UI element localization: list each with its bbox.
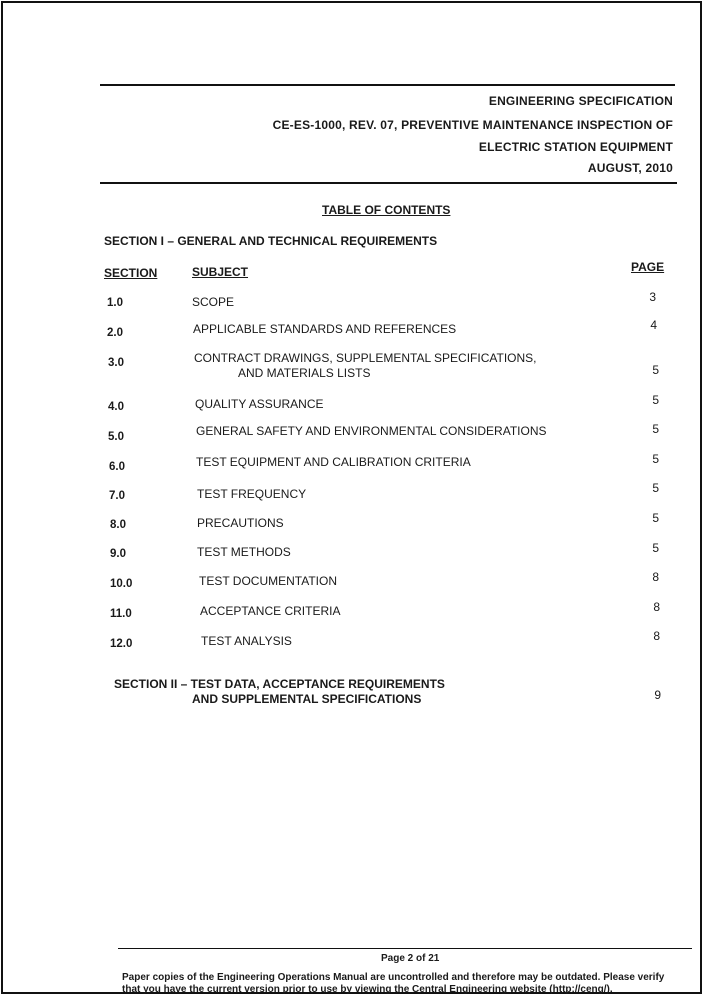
toc-entry-subject: QUALITY ASSURANCE xyxy=(195,397,324,411)
toc-entry-subject: PRECAUTIONS xyxy=(197,516,284,530)
header-spec-label: ENGINEERING SPECIFICATION xyxy=(488,94,673,108)
toc-entry-number: 9.0 xyxy=(110,548,126,560)
header-date: AUGUST, 2010 xyxy=(587,161,673,175)
toc-entry-page: 5 xyxy=(652,393,659,407)
toc-entry-subject: TEST ANALYSIS xyxy=(201,634,292,648)
toc-entry-page: 5 xyxy=(652,363,659,377)
header-doc-subtitle: ELECTRIC STATION EQUIPMENT xyxy=(478,140,673,154)
toc-entry-number: 3.0 xyxy=(108,357,124,369)
toc-entry-number: 6.0 xyxy=(109,461,125,473)
section2-heading: SECTION II – TEST DATA, ACCEPTANCE REQUIREMENTS xyxy=(114,677,445,691)
toc-entry-number: 12.0 xyxy=(110,638,133,650)
footer-disclaimer-line1: Paper copies of the Engineering Operations Manual are uncontrolled and therefore may be outdated. Please verify xyxy=(122,972,665,983)
toc-title: TABLE OF CONTENTS xyxy=(322,203,451,217)
footer-disclaimer-line2: that you have the current version prior to use by viewing the Central Engineering website (http://ceng/). xyxy=(122,984,613,995)
toc-entry-page: 3 xyxy=(649,290,656,304)
col-header-page: PAGE xyxy=(631,260,665,274)
header-doc-title: CE-ES-1000, REV. 07, PREVENTIVE MAINTENANCE INSPECTION OF xyxy=(272,118,673,132)
header-top-rule xyxy=(100,84,675,86)
toc-entry-subject: TEST METHODS xyxy=(197,545,291,559)
toc-entry-number: 1.0 xyxy=(107,297,123,309)
toc-entry-page: 5 xyxy=(652,481,659,495)
footer-page-number: Page 2 of 21 xyxy=(381,953,440,964)
toc-entry-subject: TEST FREQUENCY xyxy=(197,487,307,501)
col-header-section: SECTION xyxy=(104,266,158,280)
toc-entry-page: 4 xyxy=(650,318,657,332)
section1-heading: SECTION I – GENERAL AND TECHNICAL REQUIREMENTS xyxy=(104,234,438,248)
toc-entry-number: 2.0 xyxy=(107,327,123,339)
toc-entry-page: 5 xyxy=(652,452,659,466)
toc-entry-page: 8 xyxy=(652,570,659,584)
toc-entry-subject: APPLICABLE STANDARDS AND REFERENCES xyxy=(193,322,457,336)
toc-entry-number: 11.0 xyxy=(110,608,132,620)
section2-heading-continued: AND SUPPLEMENTAL SPECIFICATIONS xyxy=(192,692,422,706)
toc-entry-page: 5 xyxy=(652,511,659,525)
toc-entry-subject: CONTRACT DRAWINGS, SUPPLEMENTAL SPECIFICATIONS, xyxy=(194,351,537,365)
toc-entry-subject: TEST DOCUMENTATION xyxy=(199,574,337,588)
toc-entry-page: 5 xyxy=(652,541,659,555)
col-header-subject: SUBJECT xyxy=(192,265,249,279)
toc-entry-subject: GENERAL SAFETY AND ENVIRONMENTAL CONSIDERATIONS xyxy=(196,424,547,438)
section2-page: 9 xyxy=(654,688,661,702)
toc-entry-number: 10.0 xyxy=(110,578,133,590)
toc-entry-number: 8.0 xyxy=(110,519,126,531)
toc-entry-number: 7.0 xyxy=(109,490,125,502)
toc-entry-subject: SCOPE xyxy=(192,295,235,309)
toc-entry-page: 8 xyxy=(653,600,660,614)
toc-entry-subject-continued: AND MATERIALS LISTS xyxy=(238,366,371,380)
footer-rule xyxy=(118,948,692,949)
toc-entry-page: 5 xyxy=(652,422,659,436)
toc-entry-subject: ACCEPTANCE CRITERIA xyxy=(200,604,341,618)
toc-entry-number: 5.0 xyxy=(108,431,124,443)
toc-entry-number: 4.0 xyxy=(108,401,124,413)
toc-entry-page: 8 xyxy=(653,629,660,643)
header-bottom-rule xyxy=(100,182,677,184)
toc-entry-subject: TEST EQUIPMENT AND CALIBRATION CRITERIA xyxy=(196,455,471,469)
